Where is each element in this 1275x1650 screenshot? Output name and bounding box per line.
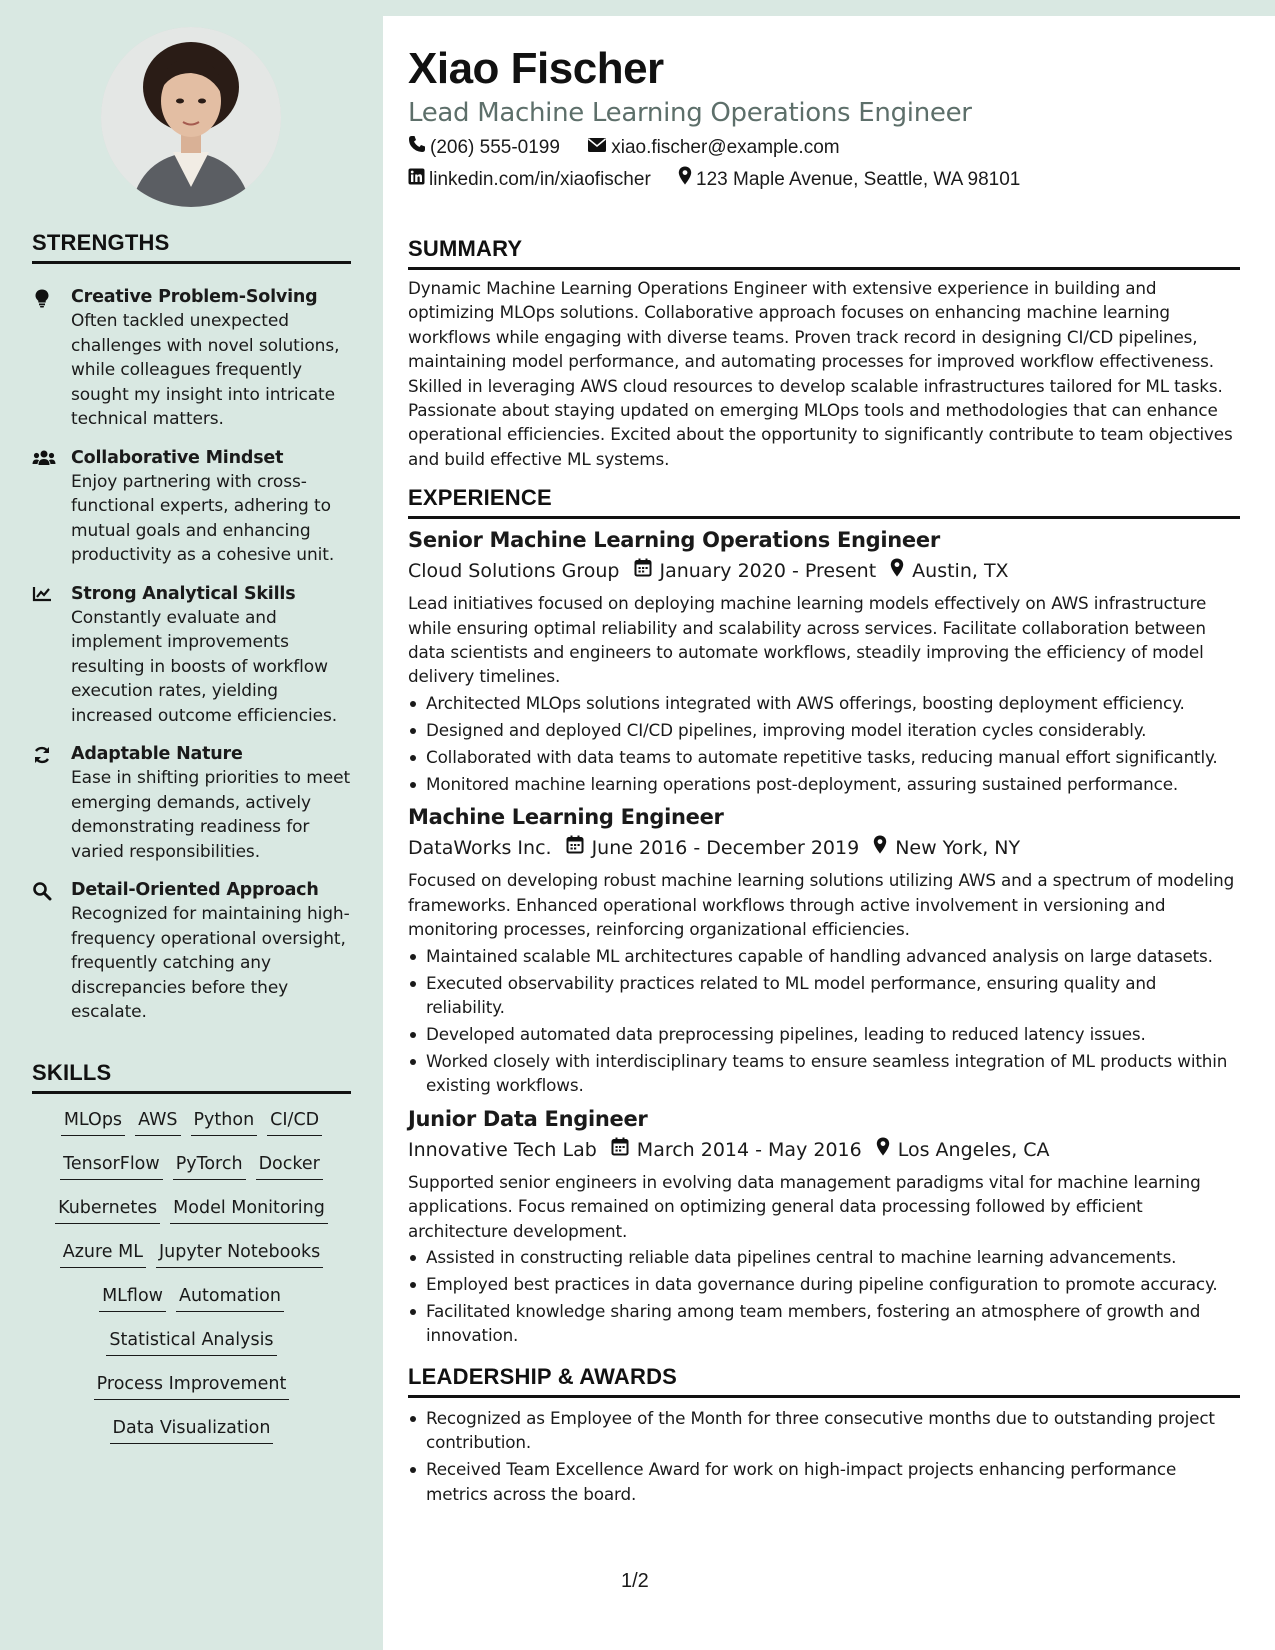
skill-tag: Data Visualization xyxy=(110,1416,274,1444)
sidebar xyxy=(0,0,383,1650)
experience-heading: EXPERIENCE xyxy=(408,485,1240,519)
phone-icon xyxy=(408,132,430,164)
users-icon xyxy=(32,449,54,467)
job-location: New York, NY xyxy=(895,837,1021,860)
job-bullet: Collaborated with data teams to automate repetitive tasks, reducing manual effort significantly. xyxy=(426,745,1240,769)
strength-item xyxy=(32,742,354,864)
job-entry xyxy=(408,802,1240,1097)
job-dates-group xyxy=(611,1134,862,1166)
awards-list xyxy=(408,1406,1240,1506)
chart-line-icon xyxy=(32,585,54,603)
skill-tag: PyTorch xyxy=(173,1152,246,1180)
map-marker-icon xyxy=(678,164,696,196)
candidate-name: Xiao Fischer xyxy=(408,44,664,93)
awards-heading: LEADERSHIP & AWARDS xyxy=(408,1364,1240,1398)
job-title: Machine Learning Engineer xyxy=(408,805,724,830)
calendar-icon xyxy=(634,555,660,587)
skills-heading: SKILLS xyxy=(32,1060,351,1094)
skill-tag: Azure ML xyxy=(60,1240,146,1268)
strength-item xyxy=(32,582,354,729)
address-contact xyxy=(678,164,1020,196)
calendar-icon xyxy=(566,832,592,864)
skill-tag: MLflow xyxy=(99,1284,166,1312)
strengths-heading: STRENGTHS xyxy=(32,230,351,264)
address-text: 123 Maple Avenue, Seattle, WA 98101 xyxy=(696,169,1021,190)
strength-desc: Constantly evaluate and implement improvements resulting in boosts of workflow execution rates, yielding increased outcome efficiencies. xyxy=(71,607,338,726)
contact-line-2 xyxy=(408,164,1240,196)
job-location: Los Angeles, CA xyxy=(897,1138,1050,1161)
job-bullet: Facilitated knowledge sharing among team members, fostering an atmosphere of growth and innovation. xyxy=(426,1299,1240,1348)
skill-tag: Docker xyxy=(256,1152,323,1180)
job-dates: January 2020 - Present xyxy=(659,560,877,583)
job-bullets xyxy=(408,691,1240,796)
strength-title: Detail-Oriented Approach xyxy=(71,880,319,900)
strength-item xyxy=(32,446,354,568)
main-content xyxy=(408,16,1240,1509)
job-bullets xyxy=(408,944,1240,1098)
job-bullet: Employed best practices in data governance during pipeline configuration to promote accuracy. xyxy=(426,1272,1240,1296)
skill-tag: MLOps xyxy=(61,1108,125,1136)
skill-tag: AWS xyxy=(135,1108,180,1136)
skill-tag: Automation xyxy=(176,1284,284,1312)
job-location-group xyxy=(873,832,1020,864)
job-bullet: Architected MLOps solutions integrated with AWS offerings, boosting deployment efficiency. xyxy=(426,691,1240,715)
job-desc: Focused on developing robust machine learning solutions utilizing AWS and a spectrum of modeling frameworks. Enhanced operational workflows through active involvement in versioning and monitoring processes, reinforcing organizational efficiencies. xyxy=(408,870,1235,940)
job-bullet: Worked closely with interdisciplinary teams to ensure seamless integration of ML products within existing workflows. xyxy=(426,1049,1240,1098)
candidate-title: Lead Machine Learning Operations Engineer xyxy=(408,98,972,128)
job-bullet: Designed and deployed CI/CD pipelines, improving model iteration cycles considerably. xyxy=(426,718,1240,742)
job-location: Austin, TX xyxy=(912,560,1009,583)
summary-heading: SUMMARY xyxy=(408,236,1240,270)
email-text: xiao.fischer@example.com xyxy=(611,137,840,158)
map-marker-icon xyxy=(876,1134,898,1166)
page-number: 1/2 xyxy=(621,1570,649,1592)
linkedin-contact xyxy=(408,164,651,196)
job-title: Junior Data Engineer xyxy=(408,1106,648,1131)
strength-item xyxy=(32,285,354,432)
email-contact xyxy=(587,132,839,164)
job-title: Senior Machine Learning Operations Engineer xyxy=(408,528,940,553)
award-item: Received Team Excellence Award for work on high-impact projects enhancing performance metrics across the board. xyxy=(426,1457,1240,1506)
job-dates-group xyxy=(634,555,877,587)
strength-title: Strong Analytical Skills xyxy=(71,583,296,604)
job-company: DataWorks Inc. xyxy=(408,837,552,860)
award-item: Recognized as Employee of the Month for three consecutive months due to outstanding project contribution. xyxy=(426,1406,1240,1455)
strength-title: Collaborative Mindset xyxy=(71,447,284,468)
linkedin-text: linkedin.com/in/xiaofischer xyxy=(429,169,651,190)
strength-title: Adaptable Nature xyxy=(71,744,243,764)
job-bullets xyxy=(408,1245,1240,1348)
strength-item xyxy=(32,878,354,1025)
job-company: Innovative Tech Lab xyxy=(408,1138,597,1161)
job-bullet: Assisted in constructing reliable data pipelines central to machine learning advancements. xyxy=(426,1245,1240,1269)
strengths-list xyxy=(32,285,354,1039)
envelope-icon xyxy=(587,132,611,164)
job-dates: March 2014 - May 2016 xyxy=(636,1138,862,1161)
skill-tag: Jupyter Notebooks xyxy=(156,1240,323,1268)
strength-desc: Often tackled unexpected challenges with novel solutions, while colleagues frequently sought my insight into intricate technical matters. xyxy=(71,311,340,429)
strength-desc: Recognized for maintaining high-frequency operational oversight, frequently catching any discrepancies before they escalate. xyxy=(71,904,350,1022)
job-desc: Supported senior engineers in evolving data management paradigms vital for machine learning applications. Focus remained on optimizing general data processing followed by efficient architecture development. xyxy=(408,1171,1201,1241)
job-meta xyxy=(408,555,1240,587)
skill-tag: Statistical Analysis xyxy=(106,1328,276,1356)
skill-tag: Model Monitoring xyxy=(170,1196,328,1224)
skill-tag: CI/CD xyxy=(267,1108,322,1136)
contact-line-1 xyxy=(408,132,1240,164)
job-location-group xyxy=(876,1134,1050,1166)
skill-tag: Python xyxy=(191,1108,258,1136)
linkedin-icon xyxy=(408,164,429,196)
profile-photo xyxy=(101,27,281,207)
job-bullet: Developed automated data preprocessing pipelines, leading to reduced latency issues. xyxy=(426,1022,1240,1046)
strength-title: Creative Problem-Solving xyxy=(71,287,318,307)
lightbulb-icon xyxy=(32,288,54,306)
job-dates: June 2016 - December 2019 xyxy=(591,837,860,860)
job-entry xyxy=(408,525,1240,796)
skill-tag: Process Improvement xyxy=(94,1372,290,1400)
job-meta xyxy=(408,1134,1240,1166)
sync-icon xyxy=(32,745,54,763)
job-company: Cloud Solutions Group xyxy=(408,560,620,583)
strength-desc: Enjoy partnering with cross-functional experts, adhering to mutual goals and enhancing productivity as a cohesive unit. xyxy=(71,471,335,565)
job-bullet: Maintained scalable ML architectures capable of handling advanced analysis on large datasets. xyxy=(426,944,1240,968)
summary-text: Dynamic Machine Learning Operations Engineer with extensive experience in building and optimizing MLOps solutions. Collaborative approach focuses on enhancing machine learning workflows while engaging with diverse teams. Proven track record in designing CI/CD pipelines, maintaining model performance, and automating processes for improved workflow effectiveness. Skilled in leveraging AWS cloud resources to develop scalable infrastructures tailored for ML tasks. Passionate about staying updated on emerging MLOps tools and methodologies that can enhance operational efficiencies. Excited about the opportunity to significantly contribute to team objectives and build effective ML systems. xyxy=(408,278,1233,469)
map-marker-icon xyxy=(873,832,895,864)
skill-tag: TensorFlow xyxy=(60,1152,163,1180)
skills-list xyxy=(32,1108,351,1460)
job-bullet: Executed observability practices related to ML model performance, ensuring quality and reliability. xyxy=(426,971,1240,1020)
strength-desc: Ease in shifting priorities to meet emerging demands, actively demonstrating readiness for varied responsibilities. xyxy=(71,768,351,862)
map-marker-icon xyxy=(890,555,912,587)
calendar-icon xyxy=(611,1134,637,1166)
job-dates-group xyxy=(566,832,860,864)
job-desc: Lead initiatives focused on deploying machine learning models effectively on AWS infrastructure while ensuring optimal reliability and scalability across services. Facilitate collaboration between data scientists and engineers to automate workflows, steadily improving the efficiency of model delivery timelines. xyxy=(408,593,1207,687)
phone-text: (206) 555-0199 xyxy=(430,137,560,158)
job-location-group xyxy=(890,555,1008,587)
job-meta xyxy=(408,832,1240,864)
job-entry xyxy=(408,1104,1240,1348)
job-bullet: Monitored machine learning operations post-deployment, assuring sustained performance. xyxy=(426,772,1240,796)
phone-contact xyxy=(408,132,560,164)
skill-tag: Kubernetes xyxy=(55,1196,160,1224)
search-icon xyxy=(32,881,54,899)
